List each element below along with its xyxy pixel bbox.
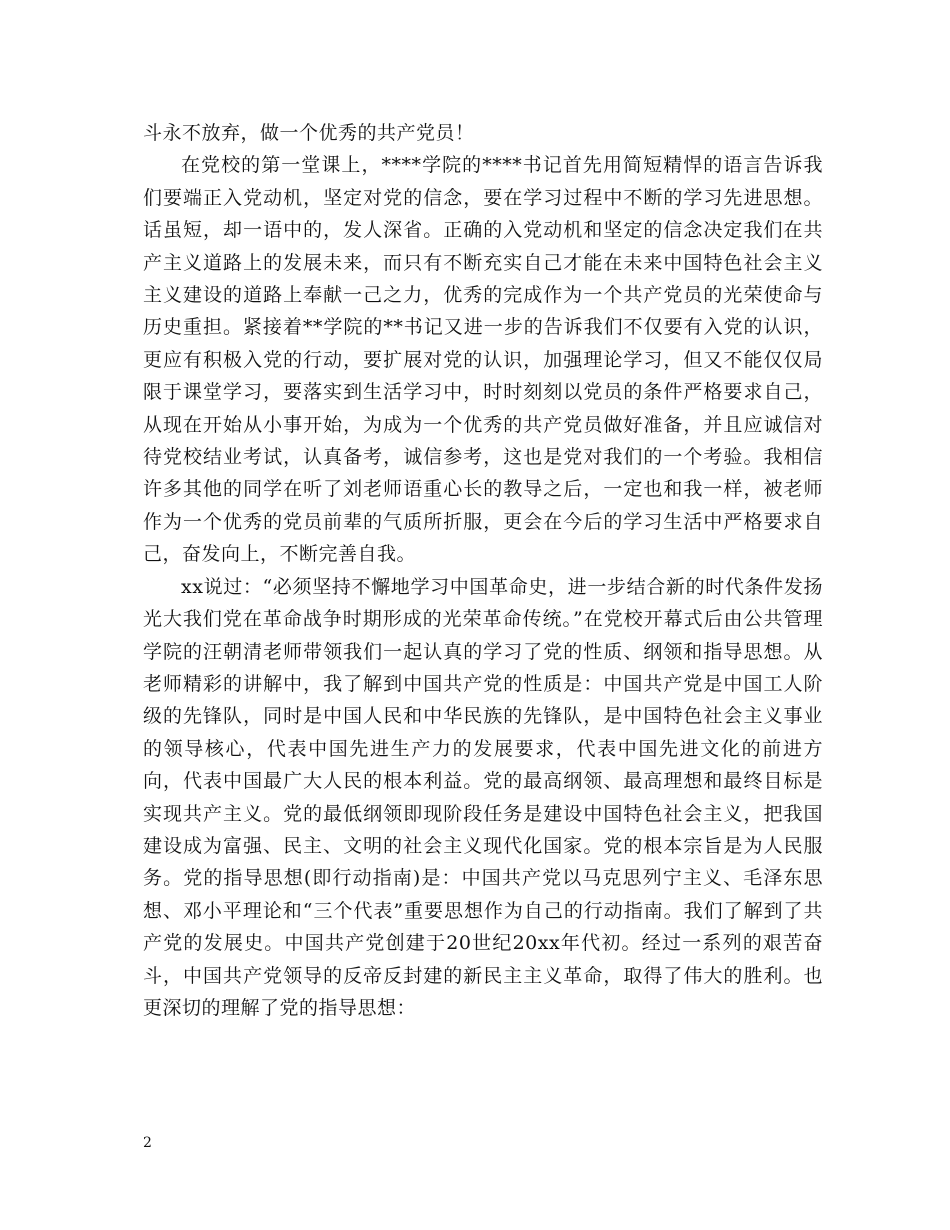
document-body xyxy=(143,117,823,1024)
paragraph-1: 斗永不放弃，做一个优秀的共产党员！ xyxy=(143,122,475,144)
paragraph-3: xx说过：“必须坚持不懈地学习中国革命史，进一步结合新的时代条件发扬光大我们党在革命战争时期形成的光荣革命传统。”在党校开幕式后由公共管理学院的汪朝清老师带领我们一起认真的学习了党的性质、纲领和指导思想。从老师精彩的讲解中，我了解到中国共产党的性质是：中国共产党是中国工人阶级的先锋队，同时是中国人民和中华民族的先锋队，是中国特色社会主义事业的领导核心，代表中国先进生产力的发展要求，代表中国先进文化的前进方向，代表中国最广大人民的根本利益。党的最高纲领、最高理想和最终目标是实现共产主义。党的最低纲领即现阶段任务是建设中国特色社会主义，把我国建设成为富强、民主、文明的社会主义现代化国家。党的根本宗旨是为人民服务。党的指导思想(即行动指南)是：中国共产党以马克思列宁主义、毛泽东思想、邓小平理论和“三个代表”重要思想作为自己的行动指南。我们了解到了共产党的发展史。中国共产党创建于20世纪20xx年代初。经过一系列的艰苦奋斗，中国共产党领导的反帝反封建的新民主主义革命，取得了伟大的胜利。也更深切的理解了党的指导思想： xyxy=(143,575,823,1019)
paragraph-2: 在党校的第一堂课上，****学院的****书记首先用简短精悍的语言告诉我们要端正入党动机，坚定对党的信念，要在学习过程中不断的学习先进思想。话虽短，却一语中的，发人深省。正确的入党动机和坚定的信念决定我们在共产主义道路上的发展未来，而只有不断充实自己才能在未来中国特色社会主义主义建设的道路上奉献一己之力，优秀的完成作为一个共产党员的光荣使命与历史重担。紧接着**学院的**书记又进一步的告诉我们不仅要有入党的认识，更应有积极入党的行动，要扩展对党的认识，加强理论学习，但又不能仅仅局限于课堂学习，要落实到生活学习中，时时刻刻以党员的条件严格要求自己，从现在开始从小事开始，为成为一个优秀的共产党员做好准备，并且应诚信对待党校结业考试，认真备考，诚信参考，这也是党对我们的一个考验。我相信许多其他的同学在听了刘老师语重心长的教导之后，一定也和我一样，被老师作为一个优秀的党员前辈的气质所折服，更会在今后的学习生活中严格要求自己，奋发向上，不断完善自我。 xyxy=(143,154,823,566)
page-number: 2 xyxy=(143,1135,152,1151)
